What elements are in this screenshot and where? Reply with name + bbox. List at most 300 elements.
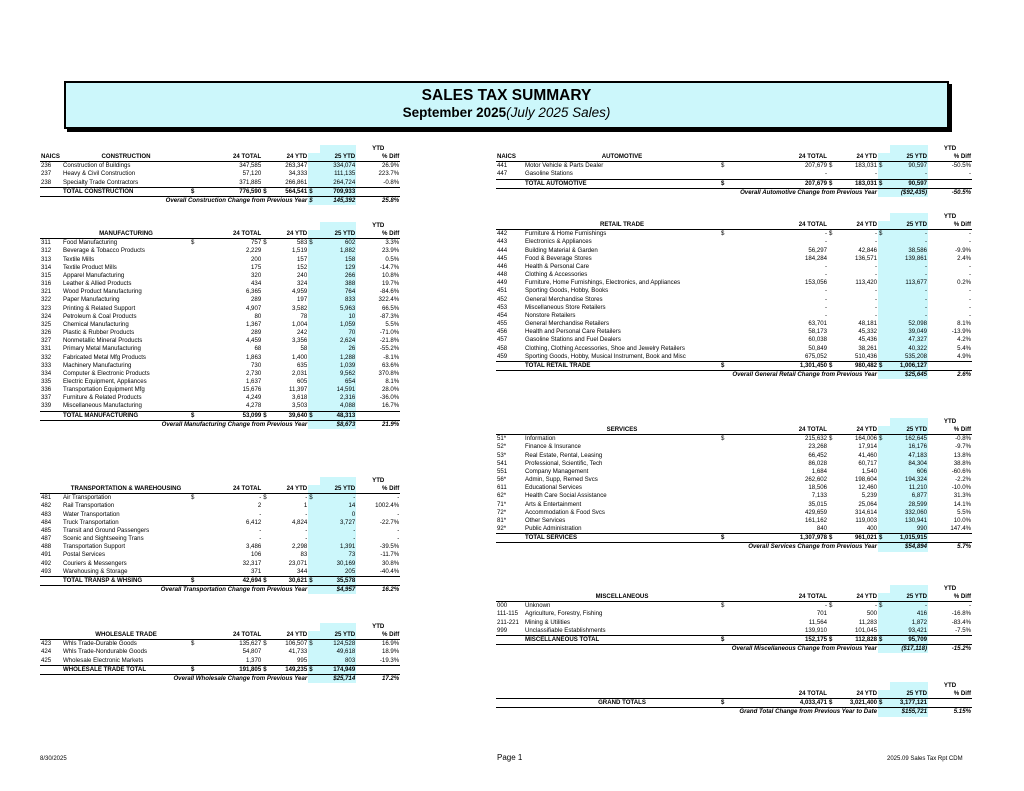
currency [720, 255, 790, 263]
table-row [40, 394, 400, 402]
currency [308, 560, 320, 568]
ytd-25: 334,074 [320, 162, 356, 171]
currency [308, 511, 320, 519]
spacer-cell [828, 426, 840, 435]
spacer-cell [878, 418, 890, 426]
retail-section [496, 213, 972, 379]
currency [720, 353, 790, 362]
currency: $ [720, 635, 790, 644]
naics-code: 62* [497, 492, 507, 500]
total-label: TOTAL SERVICES [524, 534, 720, 543]
currency [308, 313, 320, 321]
spacer-cell [232, 477, 262, 485]
currency [828, 619, 840, 627]
spacer-cell [40, 623, 62, 631]
currency [828, 247, 840, 255]
naics-code: 53* [497, 451, 507, 459]
total-row [496, 635, 972, 644]
ytd-25: 129 [320, 264, 356, 272]
header-24-total: 24 TOTAL [233, 153, 262, 161]
change-pct: 17.2% [381, 674, 400, 682]
header-25-ytd: 25 YTD [890, 426, 928, 435]
currency [878, 543, 890, 552]
ytd-25: 602 [320, 239, 356, 248]
manufacturing-table [40, 222, 400, 429]
spacer-cell [828, 418, 840, 426]
category-name: Beverage & Tobacco Products [63, 247, 145, 255]
category-name: Real Estate, Rental, Leasing [525, 451, 603, 459]
total-24: 262,602 [804, 476, 827, 484]
currency: $ [190, 411, 232, 420]
currency: $ [308, 640, 320, 649]
header-pct-diff: % Diff [928, 690, 972, 699]
currency [190, 329, 232, 337]
naics-code: 327 [41, 337, 52, 345]
spacer-cell [40, 477, 62, 485]
header-pct-diff: % Diff [928, 153, 972, 162]
ytd-25: 139,861 [890, 255, 928, 263]
section-title: CONSTRUCTION [62, 153, 190, 162]
category-name: Truck Transportation [63, 518, 119, 526]
total-24: 18,506 [808, 484, 827, 492]
currency [720, 238, 790, 246]
naics-code: 483 [41, 510, 52, 518]
currency [308, 337, 320, 345]
ytd-24: 112,828 [840, 635, 878, 644]
ytd-25: 1,882 [320, 247, 356, 255]
naics-code: 337 [41, 394, 52, 402]
pct-diff: - [968, 303, 971, 311]
currency [828, 296, 840, 304]
naics-code: 81* [497, 516, 507, 524]
currency [308, 674, 320, 683]
table-row [40, 402, 400, 411]
category-name: Couriers & Messengers [63, 559, 127, 567]
category-name: Chemical Manufacturing [63, 320, 129, 328]
header-25-ytd: 25 YTD [320, 230, 356, 239]
ytd-25: 416 [890, 610, 928, 618]
currency: $ [828, 179, 840, 188]
pct-diff: 147.4% [950, 525, 971, 533]
table-row [496, 296, 972, 304]
currency [308, 264, 320, 272]
ytd-25: 1,288 [320, 354, 356, 362]
spacer-cell [40, 187, 62, 196]
currency [720, 525, 790, 534]
currency [262, 527, 274, 535]
total-24: 60,038 [808, 336, 827, 344]
section-title: MISCELLANEOUS [524, 593, 720, 602]
ytd-24: - [305, 494, 308, 502]
spacer-cell [720, 145, 790, 153]
naics-code: 451 [497, 287, 508, 295]
total-24: 776,590 [232, 187, 262, 196]
header-pct-diff: % Diff [928, 221, 972, 230]
category-name: Health Care Social Assistance [525, 492, 607, 500]
naics-code: 487 [41, 535, 52, 543]
ytd-24: 25,064 [858, 500, 877, 508]
naics-code: 453 [497, 303, 508, 311]
pct-diff: -0.8% [955, 435, 971, 443]
category-name: Textile Product Mills [63, 263, 117, 271]
spacer-cell [356, 576, 400, 585]
ytd-25: 332,060 [890, 509, 928, 517]
total-label: TOTAL TRANSP & WHSING [62, 576, 190, 585]
currency [308, 362, 320, 370]
spacer-cell [720, 418, 790, 426]
ytd-24: 242 [297, 329, 308, 337]
wholesale-section [40, 623, 400, 683]
pct-diff: -9.7% [955, 443, 971, 451]
section-title [524, 690, 720, 699]
change-label: Overall Manufacturing Change from Previous Year [161, 420, 308, 428]
currency [262, 519, 274, 527]
total-label: TOTAL RETAIL TRADE [524, 361, 720, 370]
pct-diff: - [397, 510, 400, 518]
currency: $ [829, 162, 833, 170]
currency [878, 255, 890, 263]
pct-diff: 10.8% [381, 271, 400, 279]
total-24: 3,486 [245, 543, 262, 551]
spacer-cell [190, 145, 232, 153]
pct-diff: 66.5% [381, 304, 400, 312]
category-name: Printing & Related Support [63, 304, 136, 312]
category-name: Fabricated Metal Mfg Products [63, 353, 146, 361]
spacer-cell [878, 682, 890, 690]
spacer-cell [262, 222, 274, 230]
ytd-25: 84,304 [890, 460, 928, 468]
currency [308, 394, 320, 402]
naics-header: NAICS [496, 153, 524, 162]
naics-code: 211-221 [497, 618, 519, 626]
ytd-24: 400 [866, 525, 877, 533]
ytd-25: 52,098 [890, 320, 928, 328]
spacer-cell [190, 153, 232, 162]
spacer-cell [878, 585, 890, 593]
currency [828, 517, 840, 525]
total-24: 7,133 [811, 492, 827, 500]
currency [720, 263, 790, 271]
ytd-24: - [874, 238, 877, 246]
currency [878, 271, 890, 279]
naics-code: 456 [497, 328, 508, 336]
pct-diff: 28.0% [381, 386, 400, 394]
total-24: 191,805 [232, 665, 262, 674]
currency [878, 345, 890, 353]
category-name: Scenic and Sightseeing Trans [63, 535, 144, 543]
ytd-24: 510,436 [854, 352, 877, 360]
category-name: Health and Personal Care Retailers [525, 328, 621, 336]
spacer-cell [232, 145, 262, 153]
category-name: Professional, Scientific, Tech [525, 459, 603, 467]
currency [878, 509, 890, 517]
total-24: - [259, 526, 262, 534]
spacer-cell [524, 145, 720, 153]
spacer-cell [928, 179, 972, 188]
currency [828, 353, 840, 362]
pct-diff: 4.2% [957, 336, 971, 344]
table-row [40, 321, 400, 329]
currency [190, 179, 232, 188]
ytd-25: 3,727 [320, 519, 356, 527]
header-25-ytd: 25 YTD [320, 153, 356, 162]
spacer-cell [62, 145, 190, 153]
pct-diff: -11.7% [380, 551, 400, 559]
pct-diff: 31.3% [953, 492, 971, 500]
ytd-24: 583 [297, 239, 308, 247]
currency [190, 345, 232, 353]
change-pct: 25.8% [381, 196, 400, 204]
ytd-25: 709,933 [320, 187, 356, 196]
report-title-box [64, 81, 949, 129]
change-label: Overall Automotive Change from Previous Year [740, 188, 877, 196]
ytd-25: 654 [320, 378, 356, 386]
change-pct: -15.2% [951, 645, 971, 653]
naics-header [496, 593, 524, 602]
table-row [496, 320, 972, 328]
table-row [496, 443, 972, 451]
currency [878, 263, 890, 271]
total-24: - [824, 170, 827, 178]
table-row [496, 435, 972, 444]
ytd-25: - [890, 304, 928, 312]
table-row [496, 263, 972, 271]
currency [190, 543, 232, 551]
category-name: Other Services [525, 516, 566, 524]
category-name: Gasoline Stations [525, 170, 573, 178]
ytd-25: 2,316 [320, 394, 356, 402]
spacer-cell [496, 682, 524, 690]
ytd-25: 266 [320, 272, 356, 280]
naics-code: 541 [497, 459, 508, 467]
header-24-ytd: 24 YTD [840, 221, 878, 230]
ytd-25: 1,006,127 [890, 361, 928, 370]
ytd-25: 205 [320, 568, 356, 577]
currency [878, 645, 890, 654]
currency [262, 657, 274, 666]
table-row [496, 247, 972, 255]
spacer-cell [62, 623, 190, 631]
header-25-ytd: 25 YTD [890, 690, 928, 699]
naics-code: 339 [41, 402, 52, 410]
currency [262, 543, 274, 551]
change-value: $155,721 [890, 708, 928, 717]
currency [878, 328, 890, 336]
spacer-cell [262, 153, 274, 162]
category-name: Furniture & Home Furnishings [525, 230, 607, 238]
total-24: 6,365 [245, 288, 262, 296]
ytd-24: 157 [297, 255, 308, 263]
spacer-cell [274, 222, 308, 230]
naics-code: 311 [41, 239, 51, 247]
spacer-cell [928, 635, 972, 644]
currency [720, 336, 790, 344]
table-row [496, 162, 972, 171]
construction-section [40, 145, 400, 205]
currency [720, 452, 790, 460]
ytd-24: - [305, 510, 308, 518]
ytd-25: 90,597 [890, 179, 928, 188]
table-row [496, 619, 972, 627]
total-24: 1,307,978 [790, 534, 828, 543]
spacer-cell [190, 631, 232, 640]
ytd-25: - [890, 263, 928, 271]
ytd-25: - [890, 238, 928, 246]
category-name: Clothing & Accessories [525, 271, 588, 279]
header-pct-diff: % Diff [356, 631, 400, 640]
pct-diff: - [968, 271, 971, 279]
spacer-cell [878, 153, 890, 162]
currency: $ [878, 179, 890, 188]
currency [262, 568, 274, 577]
table-row [40, 527, 400, 535]
currency [308, 179, 320, 188]
total-24: - [824, 295, 827, 303]
currency [828, 460, 840, 468]
ytd-header-label: YTD [372, 222, 385, 229]
category-name: Company Management [525, 467, 589, 475]
total-row [496, 179, 972, 188]
spacer-cell [828, 593, 840, 602]
ytd-24: - [874, 262, 877, 270]
pct-diff: 16.7% [381, 402, 400, 410]
spacer-cell [840, 145, 878, 153]
ytd-25: 1,039 [320, 362, 356, 370]
table-row [496, 501, 972, 509]
spacer-cell [828, 682, 840, 690]
currency [720, 328, 790, 336]
currency [262, 305, 274, 313]
naics-code: 441 [497, 162, 508, 170]
ytd-24: 1,004 [291, 320, 308, 328]
spacer-cell [262, 230, 274, 239]
currency [308, 345, 320, 353]
total-24: 429,659 [804, 508, 827, 516]
ytd-header-label: YTD [943, 585, 957, 592]
spacer-cell [40, 196, 62, 205]
ytd-25: 14 [320, 502, 356, 510]
category-name: Warehousing & Storage [63, 567, 128, 575]
total-row [40, 665, 400, 674]
currency [720, 279, 790, 287]
total-24: 1,370 [245, 656, 262, 664]
currency [190, 256, 232, 264]
total-24: 840 [816, 525, 827, 533]
naics-code: 236 [41, 162, 52, 170]
spacer-cell [40, 222, 62, 230]
table-row [40, 560, 400, 568]
total-label: TOTAL MANUFACTURING [62, 411, 190, 420]
currency [262, 648, 274, 656]
ytd-header-label: YTD [372, 145, 385, 152]
currency [308, 170, 320, 178]
total-24: 58,173 [808, 328, 827, 336]
section-title: TRANSPORTATION & WAREHOUSING [62, 485, 190, 494]
spacer-cell [890, 145, 928, 153]
currency [190, 296, 232, 304]
manufacturing-section [40, 222, 400, 429]
total-24: 320 [251, 271, 262, 279]
pct-diff: -21.8% [379, 337, 400, 345]
table-row [40, 640, 400, 649]
category-name: Construction of Buildings [63, 162, 131, 170]
change-row [40, 420, 400, 429]
category-name: General Merchandise Stores [525, 295, 603, 303]
ytd-24: 3,021,400 [840, 699, 878, 708]
currency [308, 272, 320, 280]
category-name: Admin, Supp, Remed Svcs [525, 476, 598, 484]
change-label: Overall Construction Change from Previous Year [165, 196, 308, 204]
category-name: Motor Vehicle & Parts Dealer [525, 162, 604, 170]
currency [190, 394, 232, 402]
spacer-cell [878, 426, 890, 435]
currency [262, 288, 274, 296]
naics-code: 323 [41, 304, 52, 312]
currency [828, 238, 840, 246]
currency: $ [190, 665, 232, 674]
total-24: - [824, 262, 827, 270]
misc-section [496, 585, 972, 653]
category-name: Miscellaneous Manufacturing [63, 402, 142, 410]
change-pct: -50.5% [951, 188, 971, 196]
ytd-24: 11,397 [289, 386, 308, 394]
pct-diff: 8.1% [385, 377, 400, 385]
header-24-total: 24 TOTAL [790, 221, 828, 230]
pct-diff: - [968, 238, 971, 246]
footer-file: 2025.09 Sales Tax Rpt CDM [887, 756, 963, 762]
table-row [40, 370, 400, 378]
pct-diff: 8.1% [957, 320, 971, 328]
total-24: 1,301,450 [790, 361, 828, 370]
spacer-cell [524, 418, 720, 426]
pct-diff: - [968, 287, 971, 295]
pct-diff: - [397, 526, 400, 534]
table-row [40, 494, 400, 503]
change-row [496, 188, 972, 197]
spacer-cell [496, 188, 524, 197]
pct-diff: - [968, 602, 971, 610]
currency [878, 476, 890, 484]
spacer-cell [524, 213, 720, 221]
spacer-cell [62, 477, 190, 485]
category-name: Rail Transportation [63, 502, 115, 510]
pct-diff: 14.1% [953, 500, 971, 508]
total-label: WHOLESALE TRADE TOTAL [62, 665, 190, 674]
currency [878, 370, 890, 379]
ytd-24: 5,239 [861, 492, 877, 500]
table-row [496, 492, 972, 500]
ytd-25: 990 [890, 525, 928, 534]
currency: $ [829, 602, 833, 610]
spacer-cell [190, 222, 232, 230]
currency [262, 264, 274, 272]
pct-diff: 3.3% [385, 239, 400, 247]
currency [720, 312, 790, 320]
currency [720, 320, 790, 328]
currency [308, 402, 320, 411]
ytd-24: 3,356 [291, 337, 308, 345]
spacer-cell [790, 145, 828, 153]
table-row [496, 509, 972, 517]
ytd-25: - [320, 535, 356, 543]
pct-diff: 30.8% [381, 559, 400, 567]
pct-diff: 38.8% [953, 459, 971, 467]
ytd-24: 17,914 [858, 443, 877, 451]
currency: $ [828, 635, 840, 644]
table-row [496, 353, 972, 362]
currency: $ [878, 699, 890, 708]
spacer-cell [496, 145, 524, 153]
